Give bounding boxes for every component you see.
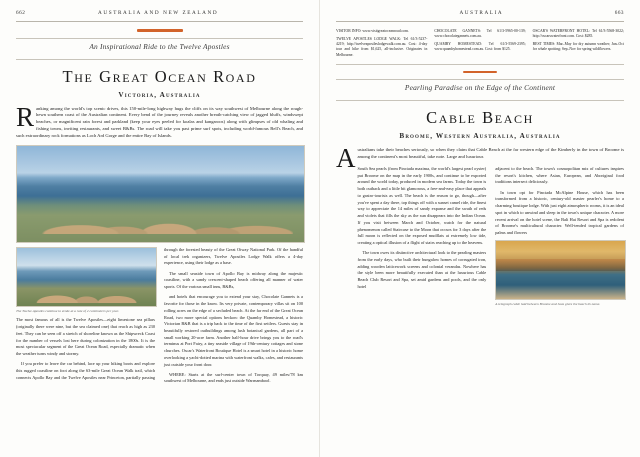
right-folio: 663	[614, 10, 624, 16]
info-line-3: CHOCOLATE GANNETS: Tel 61/3-5965-00-139; www.chocolategannets.com.au.	[434, 29, 526, 39]
right-kicker-rules	[336, 79, 624, 101]
left-head-rule	[16, 21, 303, 22]
right-paragraph-2: The town owes its distinctive architectural look to the pearling masters from the early days, who built their bungalow homes of corrugated iron, adding wooden latticework screens and colonial verandas. Nowhere has the style been more beautifully executed than at the luxurious Cable Beach Club Resort and Spa, set amid gardens and pools, and the only hotel	[357, 250, 487, 289]
left-page-title: The Great Ocean Road	[62, 66, 257, 86]
right-paragraph-1: South Sea pearls (from Pinctada maxima, the world's largest pearl oyster) put Broome on the map in the early 1900s, and continue to be exported around the world today, produced in modern sea farms. Today the town is both outback and a little bit glamorous, a free-and-easy place that appeals to gastro-tourists as well. The beach is the reason to go, though—after you've spent a day there, top things off with a sunset camel ride, the finest way to appreciate the 14 miles of sandy expanse and the swath of reds and violets that fills the sky as the sun disappears into the Indian Ocean. If you visit between March and October, watch for the natural phenomenon called Staircase to the Moon that occurs for 3 days after the full moon is reflected on the exposed mudflats at extremely low tide, creating a optical illusion of a flight of stairs reaching up to the heavens.	[357, 166, 487, 245]
left-lead-paragraph: Ranking among the world's top scenic drives, this 150-mile-long highway hugs the cliffs on its way southwest of Melbourne along the rough-hewn southern coast of the Australian continent. Every bend of the journey reveals another breath-catching view of jagged bluffs, windswept beaches, or magnificent rain forest and parkland (keep your eyes peeled for koalas and kangaroos) along with glimpses of old whaling and fishing towns, inviting restaurants, and sweet B&Bs. The road will take you past prime surf spots, including world-famous Bell's Beach, and such extraordinary rock formations as Loch Ard Gorge and the entire Bay of Islands.	[16, 101, 303, 139]
apostles-small-photo-figure	[16, 247, 155, 313]
left-folio: 662	[16, 10, 26, 16]
apostles-photo-figure	[16, 145, 303, 243]
info-line-5: OSCAR'S WATERFRONT HOTEL: Tel 61/3-5568-3022; http://oscarswaterfront.com. Cost: $285.	[532, 29, 624, 39]
info-line-2: TWELVE APOSTLES LODGE WALK: Tel 61/3-5237-4219; http://twelveapostleslodgewalk.com.au. Cost: 4-day tour and hike from $1,625, all-inclusive. Originates in Melbourne.	[336, 36, 428, 57]
left-kicker-rules	[16, 38, 303, 60]
twelve-apostles-photo	[16, 145, 305, 243]
right-photo-caption: A telegraph cable laid between Broome and Java gives the beach its name.	[495, 301, 601, 306]
info-line-6: BEST TIMES: Mar–May for dry autumn weather; Jun–Oct for whale spotting; Sep–Nov for spring wildflowers.	[532, 42, 624, 52]
ornament-icon-right	[463, 71, 497, 73]
info-line-4: QUAMBY HOMESTEAD: Tel 61/3-5569-2395; www.quambyhomestead.com.au. Cost: from $125.	[434, 42, 526, 52]
cable-beach-photo	[495, 240, 626, 300]
travel-info-block	[336, 29, 624, 58]
left-photo-caption: The Twelve Apostles continue to erode at a rate of 2 centimeters per year.	[16, 308, 119, 313]
left-kicker: An Inspirational Ride to the Twelve Apostles	[89, 41, 230, 51]
info-line-1: VISITOR INFO: www.visitgreatoceanroad.com.	[336, 29, 409, 33]
right-page-subtitle: Broome, Western Australia, Australia	[399, 132, 561, 141]
right-body-columns	[358, 166, 625, 307]
left-running-head	[16, 10, 303, 16]
right-section-divider	[336, 64, 624, 65]
left-paragraph-1: The most famous of all is the Twelve Apostles—eight limestone sea pillars (originally there were nine, but the sea claimed one) that reach as high as 230 feet. They can be seen off a stretch of shoreline known as the Shipwreck Coast for the number of vessels lost here during colonization in the 1800s. It is the most spectacular segment of the Great Ocean Road, especially dramatic when the weather turns windy and stormy.	[16, 317, 155, 356]
left-paragraph-4: and hotels that encourage you to extend your stay, Chocolate Gannets is a favorite for those in the know. Its very private, contemporary villas sit on 100 rolling acres on the edge of a secluded beach. At the far end of the Great Ocean Road, two more special options beckon: the Quamby Homestead, a historic Victorian B&B that is a trip back to the time of the first settlers. Guests stay in beautifully restored outbuildings among lush botanical gardens, all part of a small working 20-acre farm. Another half-hour drive brings you to the road's terminus at Port Fairy, a tiny seaside village of 19th-century cottages and stone churches. Oscar's Waterfront Boutique Hotel is a smart hotel in a historic home overlooking a yacht-dotted marina with waterfront walks, cafes, and restaurants just outside your front door.	[164, 294, 303, 367]
left-body-columns	[16, 247, 303, 385]
left-paragraph-5: WHERE: Starts at the surf-center town of Torquay, 49 miles/78 km southwest of Melbourne, and ends just outside Warrnambool.	[164, 371, 303, 384]
right-page-title: Cable Beach	[426, 108, 534, 128]
twelve-apostles-small-photo	[16, 247, 157, 307]
right-kicker: Pearling Paradise on the Edge of the Continent	[404, 83, 556, 93]
left-page-subtitle: Victoria, Australia	[118, 90, 201, 99]
right-running-head	[336, 10, 624, 16]
cable-beach-photo-figure	[495, 240, 624, 306]
right-paragraph-4: In town opt for Pinctada McAlpine House, which has been transformed from a historic, century-old master pearler's home to a charming boutique lodge. With just eight atmospheric rooms, it is an ideal spot in which to unwind and sleep in the town's unique character. A more recent arrival on the hotel scene, the Bali Hai Resort and Spa is redolent of Broome's multicultural character. Well-tended tropical gardens of palms and flowers	[495, 189, 624, 235]
ornament-icon	[137, 29, 183, 32]
right-page	[320, 0, 640, 457]
right-head-rule	[336, 21, 624, 22]
left-running-title: AUSTRALIA AND NEW ZEALAND	[98, 10, 219, 16]
right-lead-paragraph: Australians take their beaches seriously, so when they claim that Cable Beach at the far western edge of the Kimberly in the town of Broome is among the continent's most beautiful, take note. Large and luxurious	[336, 143, 624, 174]
left-paragraph-2: If you prefer to leave the car behind, lace up your hiking boots and explore this rugged coastline on foot along the 63-mile Great Ocean Walk trail, which connects Apollo Bay and the Twelve Apostles near Princeton, partially passing through the forested beauty of the Great Otway National Park. Of the handful of local trek organizers, Twelve Apostles Lodge Walk offers a 4-day experience, using their lodge as a base.	[16, 247, 303, 380]
right-running-title: AUSTRALIA	[459, 10, 504, 16]
right-paragraph-3: adjacent to the beach. The town's cosmopolitan mix of cultures inspires the resort's kitchen, where Asian, European, and Aboriginal food traditions intersect deliciously.	[495, 166, 624, 185]
left-paragraph-3: The small seaside town of Apollo Bay is midway along the majestic coastline, with a sandy crescent-shaped beach offering all manner of water sports. Of the various small inns, B&Bs,	[164, 270, 303, 290]
